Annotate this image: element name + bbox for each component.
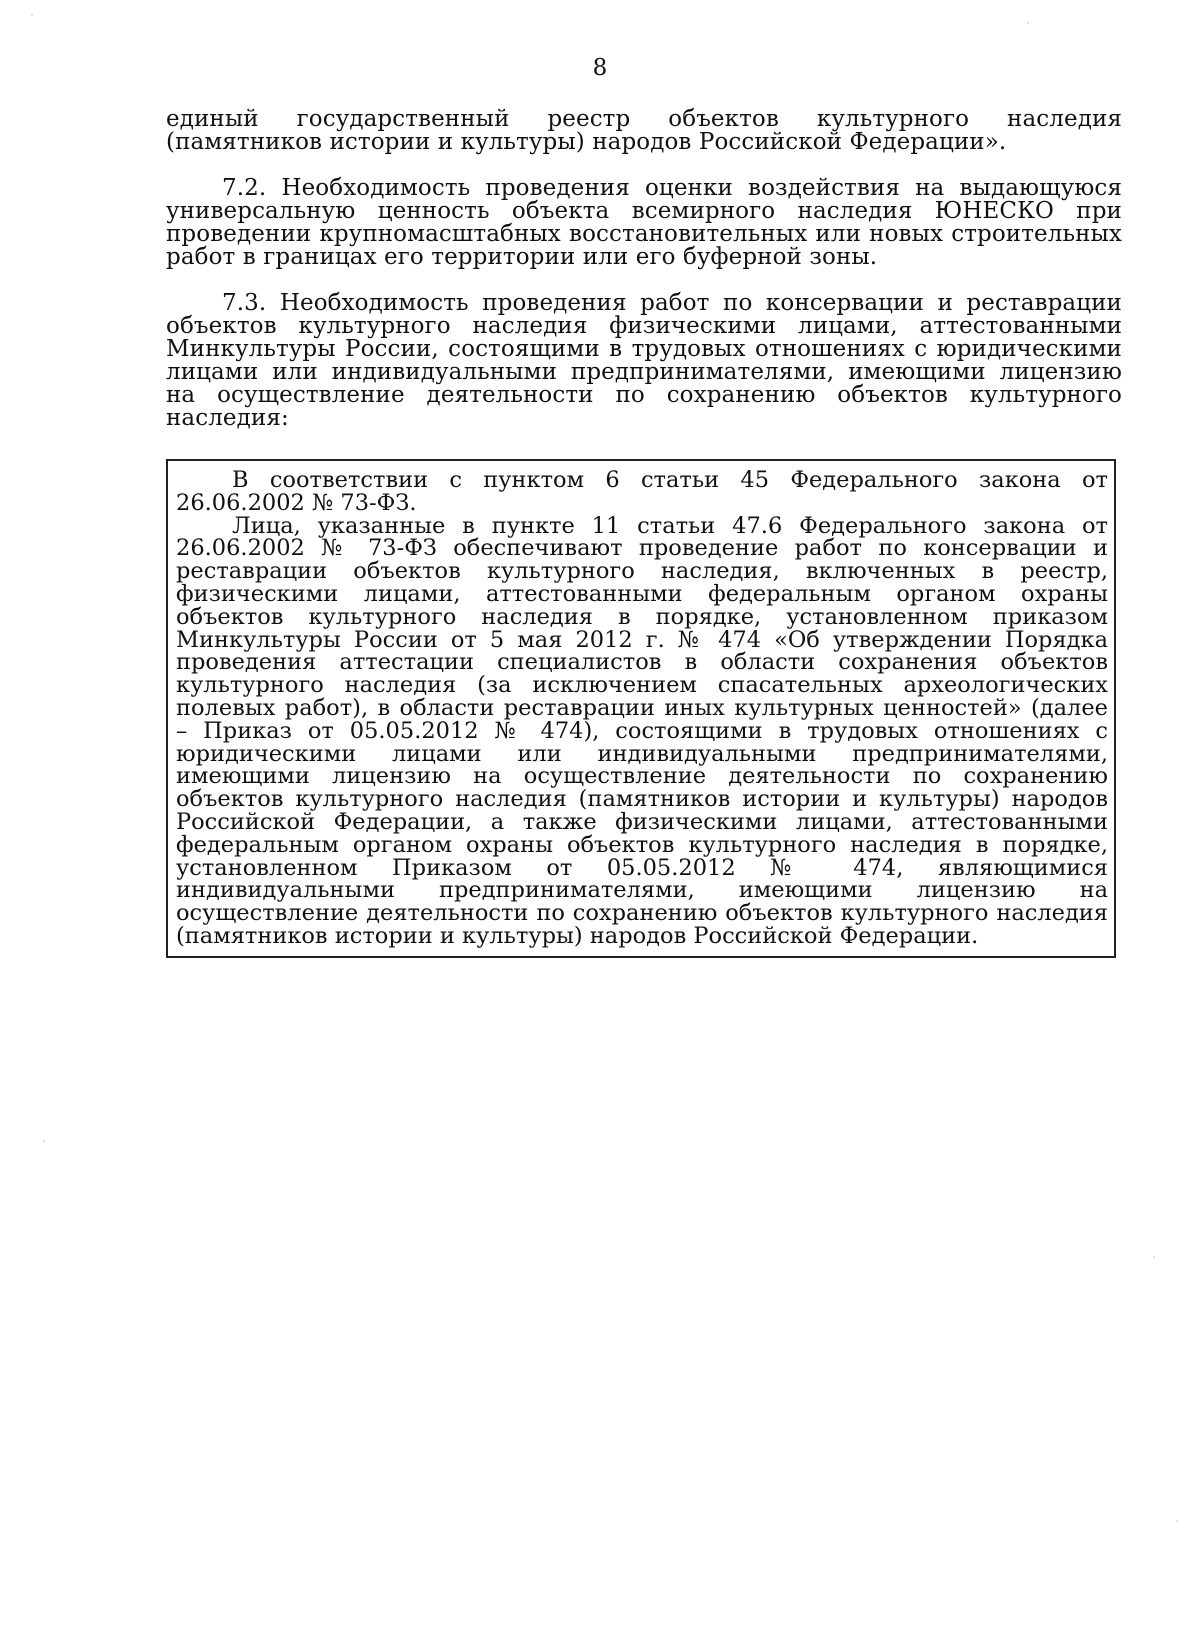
- scan-speck: [1153, 1256, 1155, 1258]
- scan-speck: [43, 1140, 45, 1142]
- paragraph-continuation: единый государственный реестр объектов культурного наследия (памятников истории и культуры) народов Российской Федерации».: [166, 106, 1122, 155]
- paragraph-7-2: 7.2. Необходимость проведения оценки воздействия на выдающуюся универсальную ценность объекта всемирного наследия ЮНЕСКО при проведении крупномасштабных восстановительных или новых строительных работ в границах его территории или его буферной зоны.: [166, 175, 1122, 270]
- page-number: 8: [592, 55, 608, 81]
- commentary-paragraph-details: Лица, указанные в пункте 11 статьи 47.6 Федерального закона от 26.06.2002 № 73-ФЗ обеспечивают проведение работ по консервации и реставрации объектов культурного наследия, включенных в реестр, физическими лицами, аттестованными федеральным органом охраны объектов культурного наследия в порядке, установленном приказом Минкультуры России от 5 мая 2012 г. № 474 «Об утверждении Порядка проведения аттестации специалистов в области сохранения объектов культурного наследия (за исключением спасательных археологических полевых работ), в области реставрации иных культурных ценностей» (далее – Приказ от 05.05.2012 № 474), состоящими в трудовых отношениях с юридическими лицами или индивидуальными предпринимателями, имеющими лицензию на осуществление деятельности по сохранению объектов культурного наследия (памятников истории и культуры) народов Российской Федерации, а также физическими лицами, аттестованными федеральным органом охраны объектов культурного наследия в порядке, установленном Приказом от 05.05.2012 № 474, являющимися индивидуальными предпринимателями, имеющими лицензию на осуществление деятельности по сохранению объектов культурного наследия (памятников истории и культуры) народов Российской Федерации.: [176, 512, 1108, 949]
- commentary-box: [166, 459, 1116, 958]
- scan-speck: [31, 14, 33, 16]
- scan-speck: [1176, 1520, 1178, 1522]
- scan-speck: [1027, 22, 1029, 24]
- commentary-paragraph-legal-basis: В соответствии с пунктом 6 статьи 45 Федерального закона от 26.06.2002 № 73-ФЗ.: [176, 467, 1108, 516]
- document-body: [166, 108, 1122, 958]
- paragraph-7-3: 7.3. Необходимость проведения работ по консервации и реставрации объектов культурного наследия физическими лицами, аттестованными Минкультуры России, состоящими в трудовых отношениях с юридическими лицами или индивидуальными предпринимателями, имеющими лицензию на осуществление деятельности по сохранению объектов культурного наследия:: [166, 290, 1122, 431]
